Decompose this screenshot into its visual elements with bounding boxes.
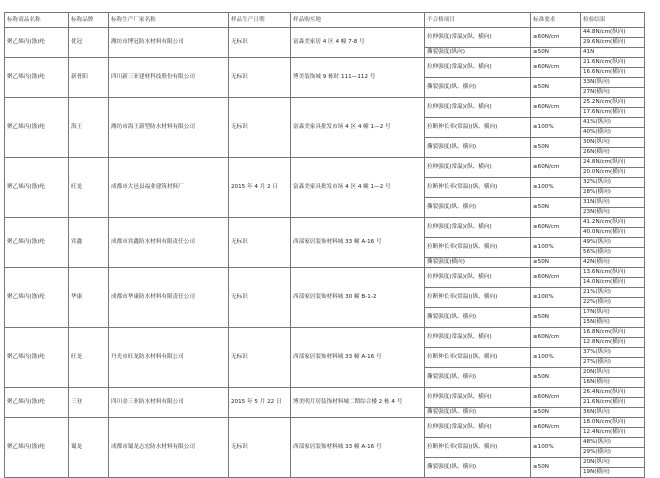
failed-item-cell: 撕裂强度(纵向) [425,48,531,58]
test-result-cell: 12.8N/cm(横向) [581,338,645,348]
maker-cell: 成都市宾鑫防水材料有限责任公司 [109,218,229,268]
test-result-cell: 29.6N/cm(横向) [581,38,645,48]
failed-item-cell: 拉断伸长率(常温)(纵、横向) [425,118,531,138]
failed-item-cell: 拉断伸长率(常温)(纵、横向) [425,238,531,258]
failed-item-cell: 拉断伸长率(常温)(纵、横向) [425,178,531,198]
brand-cell: 宾鑫 [69,218,109,268]
header-row [5,13,645,28]
purchase-place-cell: 富森美家具批发市场 4 区 4 幢 1—2 号 [291,98,425,158]
failed-item-cell: 撕裂强度(纵、横向) [425,198,531,218]
failed-item-cell: 拉伸强度(常温)(纵、横向) [425,328,531,348]
failed-item-cell: 拉断伸长率(常温)(纵、横向) [425,288,531,308]
brand-cell: 优冠 [69,28,109,58]
test-result-cell: 16N(横向) [581,378,645,388]
test-result-cell: 16.8N/cm(纵向) [581,328,645,338]
production-date-cell: 2015 年 4 月 2 日 [229,158,291,218]
table-row [5,218,645,228]
standard-requirement-cell: ≥50N [531,78,581,98]
product-name-cell: 聚乙烯丙(涤)纶 [5,158,69,218]
col-header: 不合格项目 [425,13,531,28]
table-row [5,28,645,38]
test-result-cell: 56%(横向) [581,248,645,258]
failed-item-cell: 拉伸强度(常温)(纵、横向) [425,158,531,178]
product-name-cell: 聚乙烯丙(涤)纶 [5,218,69,268]
purchase-place-cell: 博美明月居装饰材料城二期综合楼 2 栋 4 号 [291,388,425,418]
standard-requirement-cell: ≥50N [531,138,581,158]
standard-requirement-cell: ≥60N/cm [531,268,581,288]
test-result-cell: 30N(纵向) [581,138,645,148]
test-result-cell: 20.0N/cm(横向) [581,168,645,178]
maker-cell: 四川金三业防水材料有限公司 [109,388,229,418]
brand-cell: 华康 [69,268,109,328]
test-result-cell: 27%(横向) [581,358,645,368]
test-result-cell: 19N(横向) [581,468,645,478]
col-header: 检验结果 [581,13,645,28]
test-result-cell: 41N [581,48,645,58]
standard-requirement-cell: ≥60N/cm [531,388,581,408]
col-header: 标准要求 [531,13,581,28]
failed-item-cell: 拉伸强度(常温)(纵、横向) [425,388,531,408]
col-header: 标称商品名称 [5,13,69,28]
maker-cell: 潍坊市博冠防水材料有限公司 [109,28,229,58]
standard-requirement-cell: ≥100% [531,438,581,458]
standard-requirement-cell: ≥60N/cm [531,328,581,348]
production-date-cell: 无标识 [229,58,291,98]
test-result-cell: 49%(纵向) [581,238,645,248]
test-result-cell: 18.0N/cm(纵向) [581,418,645,428]
maker-cell: 潍坊市海王新型防水材料有限公司 [109,98,229,158]
standard-requirement-cell: ≥60N/cm [531,58,581,78]
table-row [5,58,645,68]
test-result-cell: 48%(纵向) [581,438,645,448]
test-result-cell: 40.0N/cm(横向) [581,228,645,238]
test-result-cell: 37%(纵向) [581,348,645,358]
production-date-cell: 2015 年 5 月 22 日 [229,388,291,418]
brand-cell: 新骨阳 [69,58,109,98]
test-result-cell: 20N(纵向) [581,368,645,378]
table-body [5,28,645,478]
purchase-place-cell: 西部家居装饰材料城 30 幢 B-1-2 [291,268,425,328]
col-header: 样品生产日期 [229,13,291,28]
failed-item-cell: 拉伸强度(常温)(纵、横向) [425,218,531,238]
inspection-table [4,12,645,478]
product-name-cell: 聚乙烯丙(涤)纶 [5,268,69,328]
test-result-cell: 15N(横向) [581,318,645,328]
standard-requirement-cell: ≥50N [531,458,581,478]
maker-cell: 成都市大邑县福业建筑材料厂 [109,158,229,218]
test-result-cell: 17N(纵向) [581,308,645,318]
test-result-cell: 12.4N/cm(横向) [581,428,645,438]
failed-item-cell: 拉伸强度(常温)(纵、横向) [425,28,531,48]
failed-item-cell: 拉伸强度(常温)(纵、横向) [425,268,531,288]
test-result-cell: 33N(纵向) [581,78,645,88]
failed-item-cell: 拉伸强度(常温)(纵、横向) [425,98,531,118]
failed-item-cell: 撕裂强度(纵、横向) [425,308,531,328]
production-date-cell: 无标识 [229,268,291,328]
failed-item-cell: 撕裂强度(纵、横向) [425,408,531,418]
purchase-place-cell: 西部家居装饰材料城 33 幢 A-16 号 [291,218,425,268]
test-result-cell: 28%(横向) [581,188,645,198]
standard-requirement-cell: ≥100% [531,238,581,258]
standard-requirement-cell: ≥100% [531,178,581,198]
test-result-cell: 26.4N/cm(纵向) [581,388,645,398]
failed-item-cell: 撕裂强度(纵、横向) [425,138,531,158]
test-result-cell: 21.6N/cm(纵向) [581,58,645,68]
standard-requirement-cell: ≥60N/cm [531,418,581,438]
failed-item-cell: 撕裂强度(横向) [425,258,531,268]
test-result-cell: 13.6N/cm(纵向) [581,268,645,278]
test-result-cell: 31N(纵向) [581,198,645,208]
test-result-cell: 32%(纵向) [581,178,645,188]
product-name-cell: 聚乙烯丙(涤)纶 [5,28,69,58]
table-row [5,388,645,398]
purchase-place-cell: 西部家居装饰材料城 33 幢 A-16 号 [291,328,425,388]
test-result-cell: 25.2N/cm(纵向) [581,98,645,108]
failed-item-cell: 拉断伸长率(常温)(纵、横向) [425,438,531,458]
product-name-cell: 聚乙烯丙(涤)纶 [5,98,69,158]
product-name-cell: 聚乙烯丙(涤)纶 [5,328,69,388]
test-result-cell: 21.6N/cm(横向) [581,398,645,408]
test-result-cell: 20N(纵向) [581,458,645,468]
standard-requirement-cell: ≥60N/cm [531,158,581,178]
table-row [5,158,645,168]
production-date-cell: 无标识 [229,28,291,58]
failed-item-cell: 拉伸强度(常温)(纵、横向) [425,418,531,438]
production-date-cell: 无标识 [229,98,291,158]
standard-requirement-cell: ≥50N [531,408,581,418]
production-date-cell: 无标识 [229,218,291,268]
standard-requirement-cell: ≥50N [531,308,581,328]
maker-cell: 成都市华康防水材料有限责任公司 [109,268,229,328]
standard-requirement-cell: ≥60N/cm [531,98,581,118]
col-header: 标称生产厂家名称 [109,13,229,28]
brand-cell: 三业 [69,388,109,418]
failed-item-cell: 拉伸强度(常温)(纵、横向) [425,58,531,78]
maker-cell: 四川新三亚建材科技股份有限公司 [109,58,229,98]
test-result-cell: 29%(横向) [581,448,645,458]
product-name-cell: 聚乙烯丙(涤)纶 [5,418,69,478]
production-date-cell: 无标识 [229,328,291,388]
maker-cell: 成都市蜀龙志宏防水材料有限公司 [109,418,229,478]
standard-requirement-cell: ≥60N/cm [531,28,581,48]
standard-requirement-cell: ≥100% [531,288,581,308]
col-header: 样品购买地 [291,13,425,28]
test-result-cell: 36N(纵向) [581,408,645,418]
test-result-cell: 41%(纵向) [581,118,645,128]
test-result-cell: 23N(横向) [581,208,645,218]
product-name-cell: 聚乙烯丙(涤)纶 [5,388,69,418]
failed-item-cell: 拉断伸长率(常温)(纵、横向) [425,348,531,368]
test-result-cell: 27N(横向) [581,88,645,98]
brand-cell: 海王 [69,98,109,158]
maker-cell: 丹光市旺龙防水材料有限公司 [109,328,229,388]
test-result-cell: 44.8N/cm(纵向) [581,28,645,38]
purchase-place-cell: 富森美家居 4 区 4 幢 7-8 号 [291,28,425,58]
purchase-place-cell: 博美装饰城 9 栋时 111—112 号 [291,58,425,98]
test-result-cell: 17.6N/cm(横向) [581,108,645,118]
brand-cell: 旺龙 [69,328,109,388]
product-name-cell: 聚乙烯丙(涤)纶 [5,58,69,98]
standard-requirement-cell: ≥50N [531,368,581,388]
test-result-cell: 42N(横向) [581,258,645,268]
test-result-cell: 21%(纵向) [581,288,645,298]
test-result-cell: 26N(横向) [581,148,645,158]
standard-requirement-cell: ≥60N/cm [531,218,581,238]
test-result-cell: 16.6N/cm(横向) [581,68,645,78]
brand-cell: 蜀龙 [69,418,109,478]
table-row [5,418,645,428]
col-header: 标称品牌 [69,13,109,28]
test-result-cell: 41.2N/cm(纵向) [581,218,645,228]
failed-item-cell: 撕裂强度(纵、横向) [425,458,531,478]
table-row [5,328,645,338]
purchase-place-cell: 富森美家具批发市场 4 区 4 幢 1—2 号 [291,158,425,218]
test-result-cell: 22%(横向) [581,298,645,308]
standard-requirement-cell: ≥100% [531,348,581,368]
failed-item-cell: 撕裂强度(纵、横向) [425,368,531,388]
standard-requirement-cell: ≥50N [531,198,581,218]
failed-item-cell: 撕裂强度(纵、横向) [425,78,531,98]
table-row [5,268,645,278]
table-row [5,98,645,108]
production-date-cell: 无标识 [229,418,291,478]
test-result-cell: 24.8N/cm(纵向) [581,158,645,168]
purchase-place-cell: 西部家居装饰材料城 33 幢 A-16 号 [291,418,425,478]
standard-requirement-cell: ≥50N [531,48,581,58]
brand-cell: 旺龙 [69,158,109,218]
standard-requirement-cell: ≥50N [531,258,581,268]
standard-requirement-cell: ≥100% [531,118,581,138]
test-result-cell: 40%(横向) [581,128,645,138]
test-result-cell: 14.0N/cm(横向) [581,278,645,288]
